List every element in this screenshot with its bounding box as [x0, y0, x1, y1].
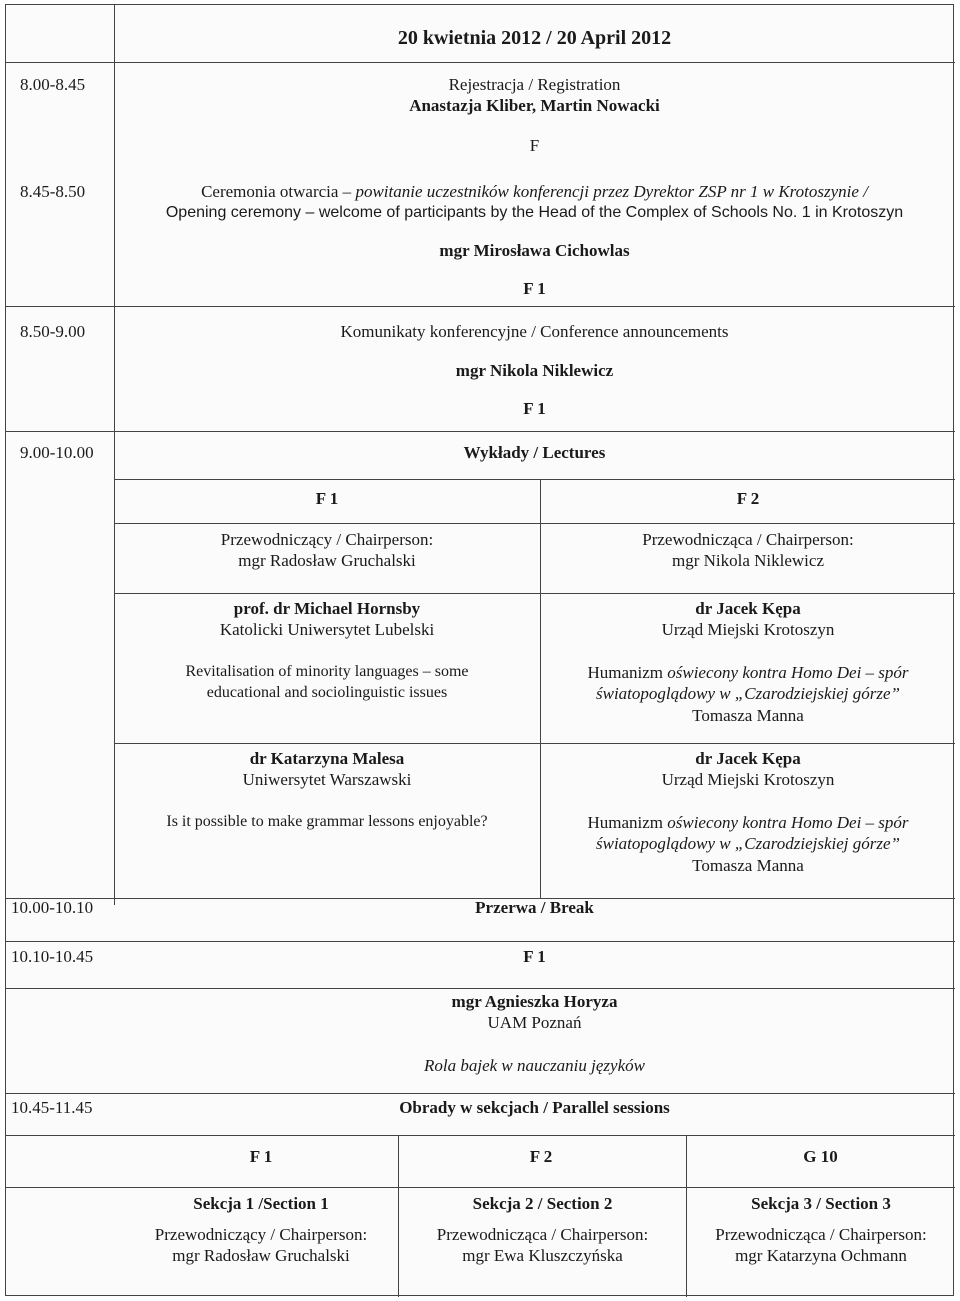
session-title-line2: Opening ceremony – welcome of participants by the Head of the Complex of Schools No. 1 in Krotoszyn [165, 204, 904, 221]
room-label: F [529, 136, 540, 155]
section-name: Sekcja 1 /Section 1 [193, 1194, 329, 1213]
room-label: F 1 [315, 489, 339, 508]
speaker-name: mgr Agnieszka Horyza [451, 992, 618, 1011]
session-persons: Anastazja Kliber, Martin Nowacki [409, 96, 660, 115]
row-divider [6, 1187, 955, 1188]
row-divider [114, 593, 955, 594]
room-label: F 2 [736, 489, 760, 508]
chair-name: mgr Katarzyna Ochmann [735, 1246, 907, 1265]
chair-name: mgr Radosław Gruchalski [238, 551, 416, 570]
talk-title: Tomasza Manna [692, 706, 804, 725]
talk-title: światopoglądowy w „Czarodziejskiej górze” [596, 684, 900, 703]
session-title: Obrady w sekcjach / Parallel sessions [399, 1098, 670, 1117]
talk-title [541, 813, 955, 833]
time-slot: 10.10-10.45 [11, 947, 94, 966]
speaker-name: dr Jacek Kępa [695, 749, 801, 768]
room-label: F 1 [523, 279, 546, 298]
room-label: G 10 [803, 1147, 838, 1166]
chair-label: Przewodnicząca / Chairperson: [715, 1225, 927, 1244]
section-name: Sekcja 2 / Section 2 [472, 1194, 613, 1213]
speaker-affiliation: UAM Poznań [487, 1013, 582, 1032]
session-person: mgr Nikola Niklewicz [455, 361, 614, 380]
session-title: Komunikaty konferencyjne / Conference announcements [340, 322, 729, 341]
session-title-roman: Ceremonia otwarcia – [201, 182, 356, 201]
row-divider [6, 941, 955, 942]
session-title-italic: powitanie uczestników konferencji przez Dyrektor ZSP nr 1 w Krotoszynie / [355, 182, 868, 201]
talk-title: educational and sociolinguistic issues [206, 684, 448, 701]
room-label: F 1 [523, 399, 546, 418]
speaker-name: dr Jacek Kępa [695, 599, 801, 618]
talk-title: Rola bajek w nauczaniu języków [424, 1056, 645, 1075]
talk-title-roman: Humanizm [587, 663, 663, 682]
chair-name: mgr Ewa Kluszczyńska [462, 1246, 623, 1265]
row-divider [6, 431, 955, 432]
chair-label: Przewodniczący / Chairperson: [154, 1225, 368, 1244]
time-slot: 9.00-10.00 [20, 443, 94, 462]
talk-title: Tomasza Manna [692, 856, 804, 875]
row-divider [6, 1135, 955, 1136]
chair-label: Przewodnicząca / Chairperson: [642, 530, 854, 549]
chair-label: Przewodnicząca / Chairperson: [436, 1225, 649, 1244]
session-title: Przerwa / Break [475, 898, 594, 917]
column-divider [398, 1135, 399, 1297]
room-label: F 2 [529, 1147, 553, 1166]
row-divider [6, 62, 955, 63]
row-divider [6, 1093, 955, 1094]
talk-title-italic: oświecony kontra Homo Dei – spór [663, 813, 909, 832]
speaker-affiliation: Urząd Miejski Krotoszyn [661, 620, 835, 639]
talk-title-roman: Humanizm [587, 813, 663, 832]
row-divider [114, 523, 955, 524]
speaker-name: prof. dr Michael Hornsby [233, 599, 421, 618]
room-label: F 1 [249, 1147, 273, 1166]
time-slot: 8.50-9.00 [20, 322, 86, 341]
talk-title-italic: oświecony kontra Homo Dei – spór [663, 663, 909, 682]
time-slot: 10.45-11.45 [11, 1098, 93, 1117]
talk-title [541, 663, 955, 683]
session-title-line1 [114, 182, 955, 202]
session-title: Rejestracja / Registration [448, 75, 621, 94]
column-divider [686, 1135, 687, 1297]
chair-name: mgr Radosław Gruchalski [172, 1246, 350, 1265]
section-name: Sekcja 3 / Section 3 [751, 1194, 891, 1213]
row-divider [6, 306, 955, 307]
date-header: 20 kwietnia 2012 / 20 April 2012 [397, 27, 672, 49]
session-title: Wykłady / Lectures [463, 443, 606, 462]
talk-title: Revitalisation of minority languages – some [185, 663, 469, 680]
time-slot: 8.45-8.50 [20, 182, 86, 201]
row-divider [114, 743, 955, 744]
room-label: F 1 [523, 947, 546, 966]
session-person: mgr Mirosława Cichowlas [439, 241, 630, 260]
chair-name: mgr Nikola Niklewicz [671, 551, 824, 570]
speaker-affiliation: Katolicki Uniwersytet Lubelski [219, 620, 435, 639]
speaker-affiliation: Uniwersytet Warszawski [242, 770, 412, 789]
speaker-affiliation: Urząd Miejski Krotoszyn [661, 770, 835, 789]
chair-label: Przewodniczący / Chairperson: [220, 530, 434, 549]
talk-title: światopoglądowy w „Czarodziejskiej górze” [596, 834, 900, 853]
programme-page [5, 4, 954, 1296]
time-slot: 8.00-8.45 [20, 75, 86, 94]
time-slot: 10.00-10.10 [11, 898, 94, 917]
row-divider [6, 988, 955, 989]
row-divider [114, 479, 955, 480]
talk-title: Is it possible to make grammar lessons enjoyable? [166, 813, 488, 830]
speaker-name: dr Katarzyna Malesa [249, 749, 405, 768]
